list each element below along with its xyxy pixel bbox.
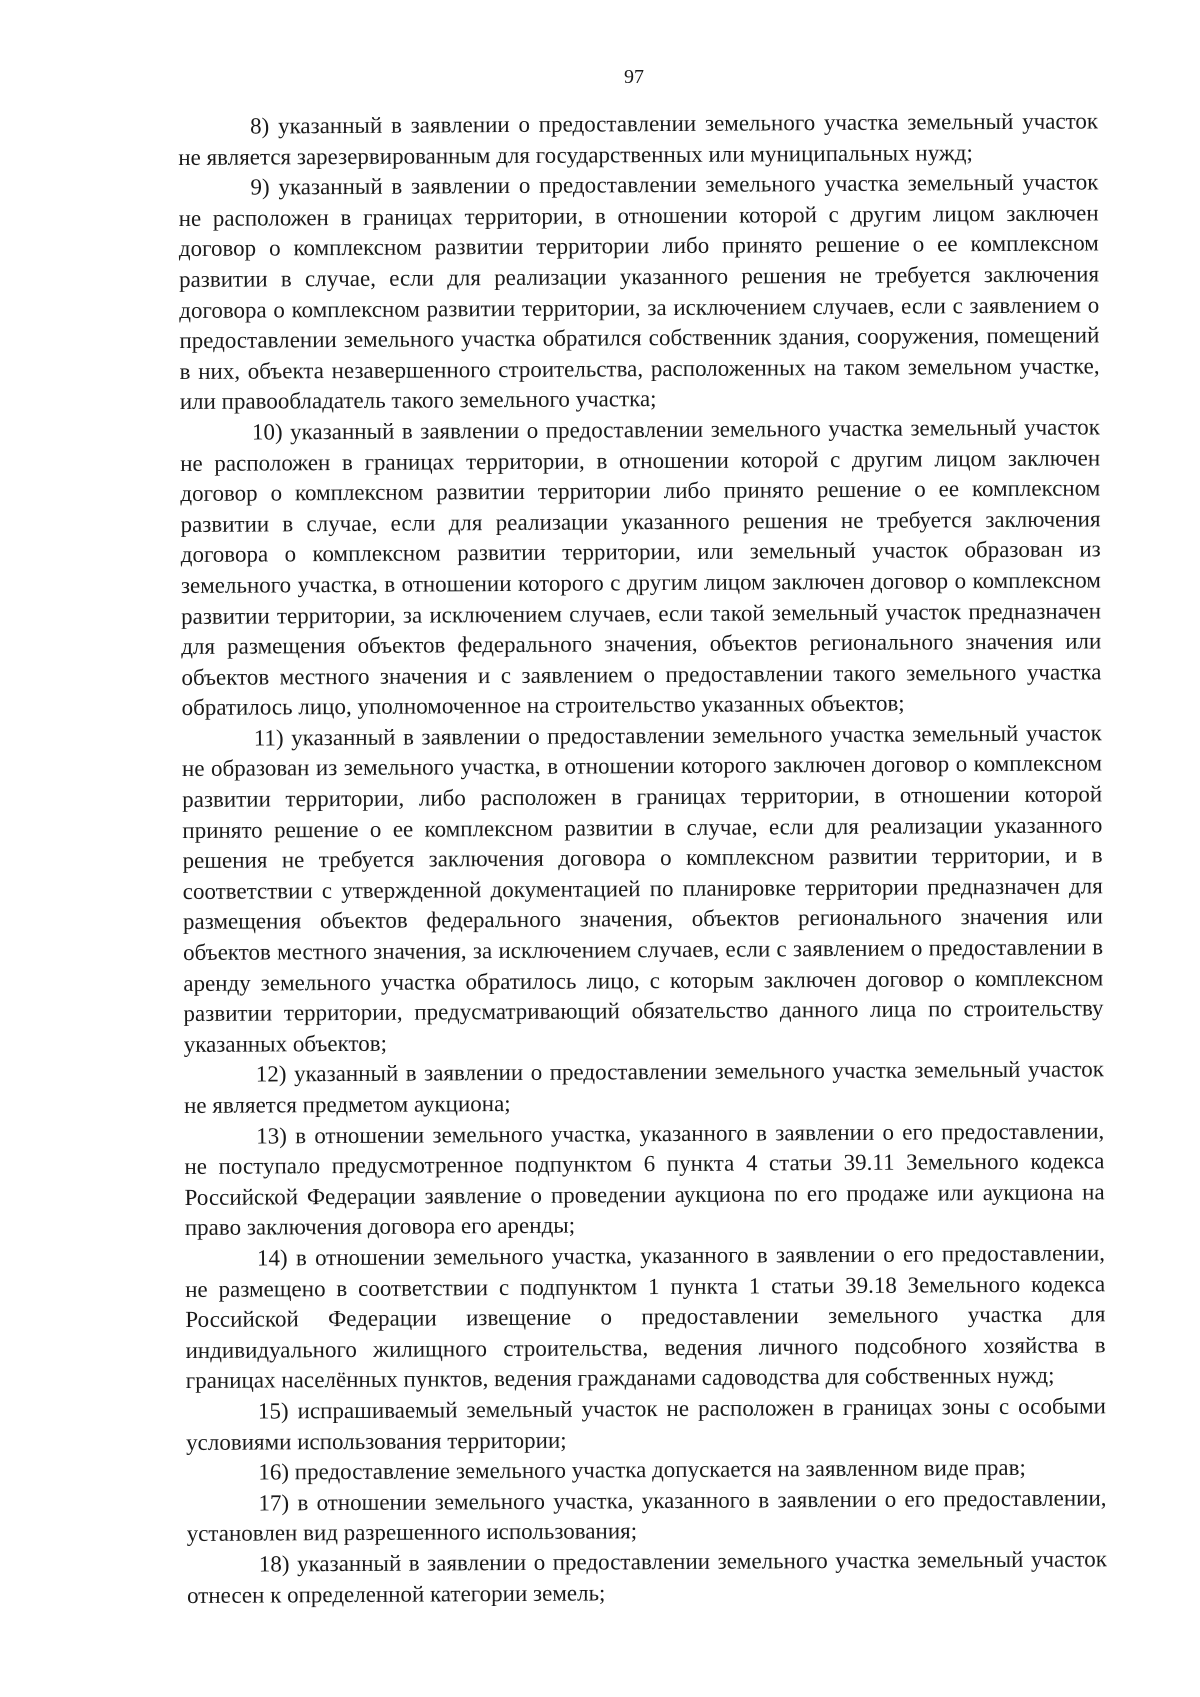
page-number: 97 xyxy=(624,66,644,88)
paragraph-item-11: 11) указанный в заявлении о предоставлении земельного участка земельный участок не образован из земельного участка, в отношении которого заключен договор о комплексном развитии территории, либо расположен в границах территории, в отношении которой принято решение о ее комплексном развитии в случае, если для реализации указанного решения не требуется заключения договора о комплексном развитии территории, и в соответствии с утвержденной документацией по планировке территории предназначен для размещения объектов федерального значения, объектов регионального значения или объектов местного значения, за исключением случаев, если с заявлением о предоставлении в аренду земельного участка обратилось лицо, с которым заключен договор о комплексном развитии территории, предусматривающий обязательство данного лица по строительству указанных объектов; xyxy=(181,720,1104,1057)
paragraph-item-13: 13) в отношении земельного участка, указанного в заявлении о его предоставлении, не поступало предусмотренное подпунктом 6 пункта 4 статьи 39.11 Земельного кодекса Российской Федерации заявление о проведении аукциона по его продаже или аукциона на право заключения договора его аренды; xyxy=(184,1117,1105,1241)
paragraph-item-9: 9) указанный в заявлении о предоставлении земельного участка земельный участок не расположен в границах территории, в отношении которой с другим лицом заключен договор о комплексном развитии территории либо принято решение о ее комплексном развитии в случае, если для реализации указанного решения не требуется заключения договора о комплексном развитии территории, за исключением случаев, если с заявлением о предоставлении земельного участка обратился собственник здания, сооружения, помещений в них, объекта незавершенного строительства, расположенных на таком земельном участке, или правообладатель такого земельного участка; xyxy=(178,169,1100,415)
registration-stamp xyxy=(530,8,670,28)
paragraph-item-12: 12) указанный в заявлении о предоставлении земельного участка земельный участок не является предметом аукциона; xyxy=(183,1056,1104,1118)
document-body xyxy=(178,106,1107,1611)
paragraph-item-17: 17) в отношении земельного участка, указанного в заявлении о его предоставлении, установлен вид разрешенного использования; xyxy=(186,1485,1107,1547)
paragraph-item-15: 15) испрашиваемый земельный участок не расположен в границах зоны с особыми условиями использования территории; xyxy=(186,1393,1106,1455)
paragraph-item-10: 10) указанный в заявлении о предоставлении земельного участка земельный участок не расположен в границах территории, в отношении которой с другим лицом заключен договор о комплексном развитии территории либо принято решение о ее комплексном развитии в случае, если для реализации указанного решения не требуется заключения договора о комплексном развитии территории, или земельный участок образован из земельного участка, в отношении которого с другим лицом заключен договор о комплексном развитии территории, за исключением случаев, если такой земельный участок предназначен для размещения объектов федерального значения, объектов регионального значения или объектов местного значения и с заявлением о предоставлении такого земельного участка обратилось лицо, уполномоченное на строительство указанных объектов; xyxy=(180,414,1102,721)
paragraph-item-18: 18) указанный в заявлении о предоставлении земельного участка земельный участок отнесен к определенной категории земель; xyxy=(186,1546,1107,1608)
paragraph-item-16: 16) предоставление земельного участка допускается на заявленном виде прав; xyxy=(258,1454,1026,1485)
paragraph-item-8: 8) указанный в заявлении о предоставлении земельного участка земельный участок не является зарезервированным для государственных или муниципальных нужд; xyxy=(178,108,1099,170)
paragraph-item-14: 14) в отношении земельного участка, указанного в заявлении о его предоставлении, не размещено в соответствии с подпунктом 1 пункта 1 статьи 39.18 Земельного кодекса Российской Федерации извещение о предоставлении земельного участка для индивидуального жилищного строительства, ведения личного подсобного хозяйства в границах населённых пунктов, ведения гражданами садоводства для собственных нужд; xyxy=(185,1240,1106,1394)
